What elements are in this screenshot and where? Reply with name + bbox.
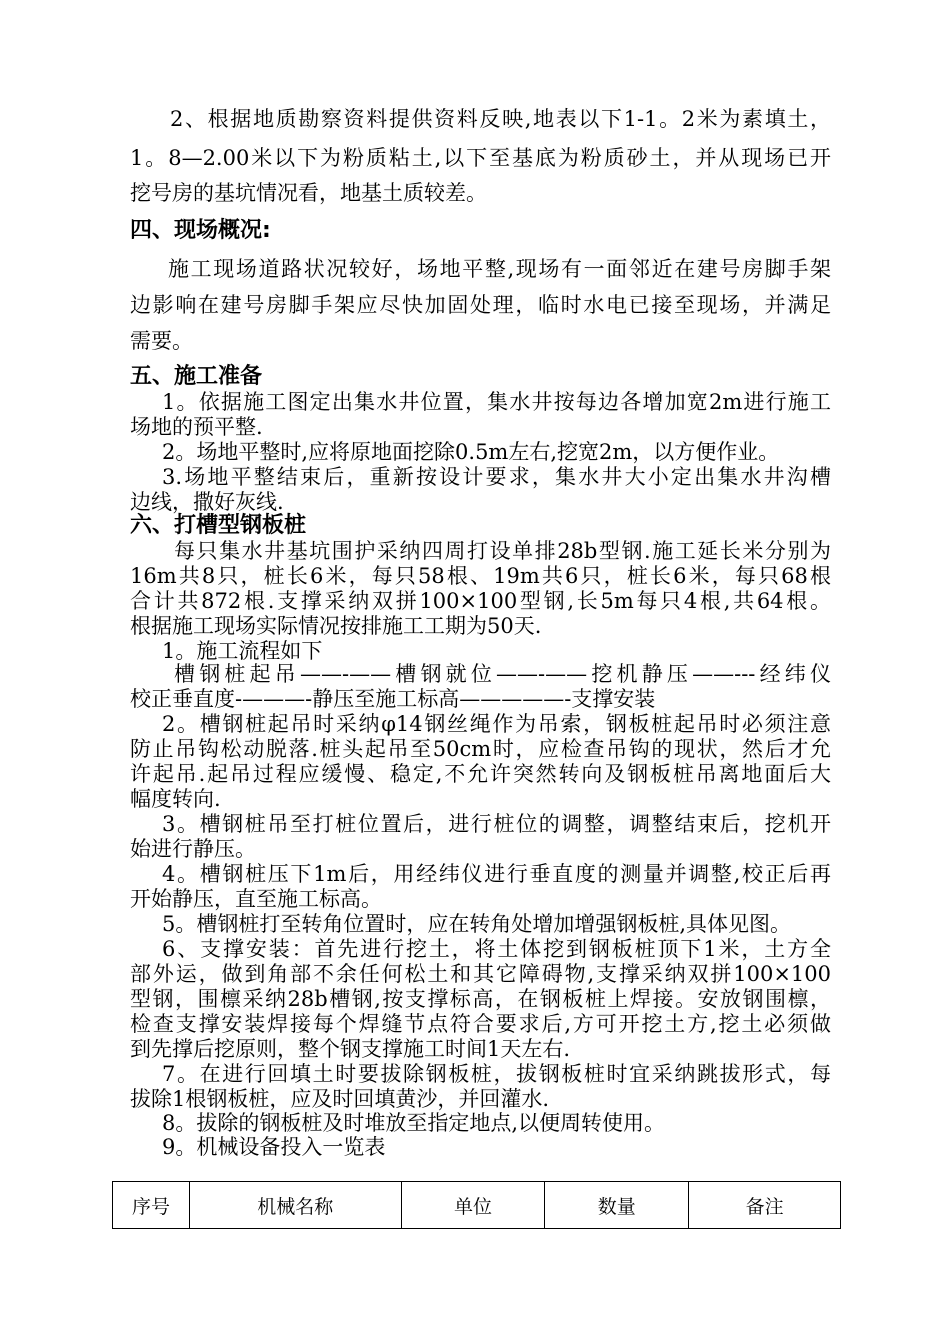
section-4-line-1: 施工现场道路状况较好，场地平整,现场有一面邻近在建号房脚手架	[168, 257, 831, 281]
section-6-line-14: 4。槽钢桩压下1m后，用经纬仪进行垂直度的测量并调整,校正后再	[162, 862, 831, 886]
section-5-line-4: 3.场地平整结束后，重新按设计要求，集水井大小定出集水井沟槽	[162, 465, 831, 489]
section-4-line-2: 边影响在建号房脚手架应尽快加固处理，临时水电已接至现场，并满足	[130, 293, 831, 317]
equipment-table	[112, 1181, 841, 1229]
section-6-line-7: 校正垂直度-———-静压至施工标高—————-支撑安装	[130, 687, 656, 711]
section-6-line-24: 8。拔除的钢板桩及时堆放至指定地点,以便周转使用。	[162, 1111, 666, 1135]
section-4-title: 四、现场概况:	[130, 218, 271, 243]
section-6-line-8: 2。槽钢桩起吊时采纳φ14钢丝绳作为吊索，钢板桩起吊时必须注意	[162, 712, 831, 736]
section-6-line-22: 7。在进行回填土时要拔除钢板桩，拔钢板桩时宜采纳跳拔形式，每	[162, 1062, 831, 1086]
section-6-line-21: 到先撑后挖原则，整个钢支撑施工时间1天左右.	[130, 1037, 571, 1061]
section-6-line-25: 9。机械设备投入一览表	[162, 1135, 386, 1159]
header-quantity: 数量	[545, 1182, 689, 1229]
header-serial-no: 序号	[113, 1182, 190, 1229]
section-6-line-5: 1。施工流程如下	[162, 639, 323, 663]
section-6-line-2: 16m共8只，桩长6米，每只58根、19m共6只，桩长6米，每只68根	[130, 564, 831, 588]
geology-line-2: 1。8—2.00米以下为粉质粘土,以下至基底为粉质砂土，并从现场已开	[130, 146, 831, 170]
equipment-table-header-row	[113, 1182, 841, 1229]
geology-line-1: 2、根据地质勘察资料提供资料反映,地表以下1-1。2米为素填土，	[170, 107, 831, 131]
section-6-line-20: 检查支撑安装焊接每个焊缝节点符合要求后,方可开挖土方,挖土必须做	[130, 1012, 831, 1036]
section-5-title: 五、施工准备	[130, 364, 263, 389]
section-5-line-5: 边线，撒好灰线.	[130, 490, 284, 514]
section-6-line-3: 合计共872根.支撑采纳双拼100×100型钢,长5m每只4根,共64根。	[130, 589, 831, 613]
section-6-line-6: 槽钢桩起吊——-——槽钢就位——-——挖机静压——---经纬仪	[174, 662, 831, 686]
section-6-line-9: 防止吊钩松动脱落.桩头起吊至50cm时，应检查吊钩的现状，然后才允	[130, 737, 831, 761]
section-6-title: 六、打槽型钢板桩	[130, 513, 307, 538]
section-6-line-10: 许起吊.起吊过程应缓慢、稳定,不允许突然转向及钢板桩吊离地面后大	[130, 762, 831, 786]
section-5-line-1: 1。依据施工图定出集水井位置，集水井按每边各增加宽2m进行施工	[162, 390, 831, 414]
section-6-line-13: 始进行静压。	[130, 837, 256, 861]
section-5-line-3: 2。场地平整时,应将原地面挖除0.5m左右,挖宽2m，以方便作业。	[162, 440, 780, 464]
section-6-line-19: 型钢，围檩采纳28b槽钢,按支撑标高，在钢板桩上焊接。安放钢围檩，	[130, 987, 831, 1011]
geology-line-3: 挖号房的基坑情况看，地基土质较差。	[130, 181, 487, 205]
section-6-line-23: 拔除1根钢板桩，应及时回填黄沙，并回灌水.	[130, 1087, 550, 1111]
section-6-line-1: 每只集水井基坑围护采纳四周打设单排28b型钢.施工延长米分别为	[174, 539, 831, 563]
section-4-line-3: 需要。	[130, 329, 193, 353]
section-6-line-15: 开始静压，直至施工标高。	[130, 887, 382, 911]
section-6-line-4: 根据施工现场实际情况按排施工工期为50天.	[130, 614, 542, 638]
header-unit: 单位	[401, 1182, 545, 1229]
header-machine-name: 机械名称	[189, 1182, 401, 1229]
section-5-line-2: 场地的预平整.	[130, 415, 263, 439]
header-remarks: 备注	[689, 1182, 841, 1229]
section-6-line-17: 6、支撑安装：首先进行挖土，将土体挖到钢板桩顶下1米，土方全	[162, 937, 831, 961]
section-6-line-18: 部外运，做到角部不余任何松土和其它障碍物,支撑采纳双拼100×100	[130, 962, 831, 986]
section-6-line-12: 3。槽钢桩吊至打桩位置后，进行桩位的调整，调整结束后，挖机开	[162, 812, 831, 836]
section-6-line-16: 5。槽钢桩打至转角位置时，应在转角处增加增强钢板桩,具体见图。	[162, 912, 792, 936]
section-6-line-11: 幅度转向.	[130, 787, 221, 811]
